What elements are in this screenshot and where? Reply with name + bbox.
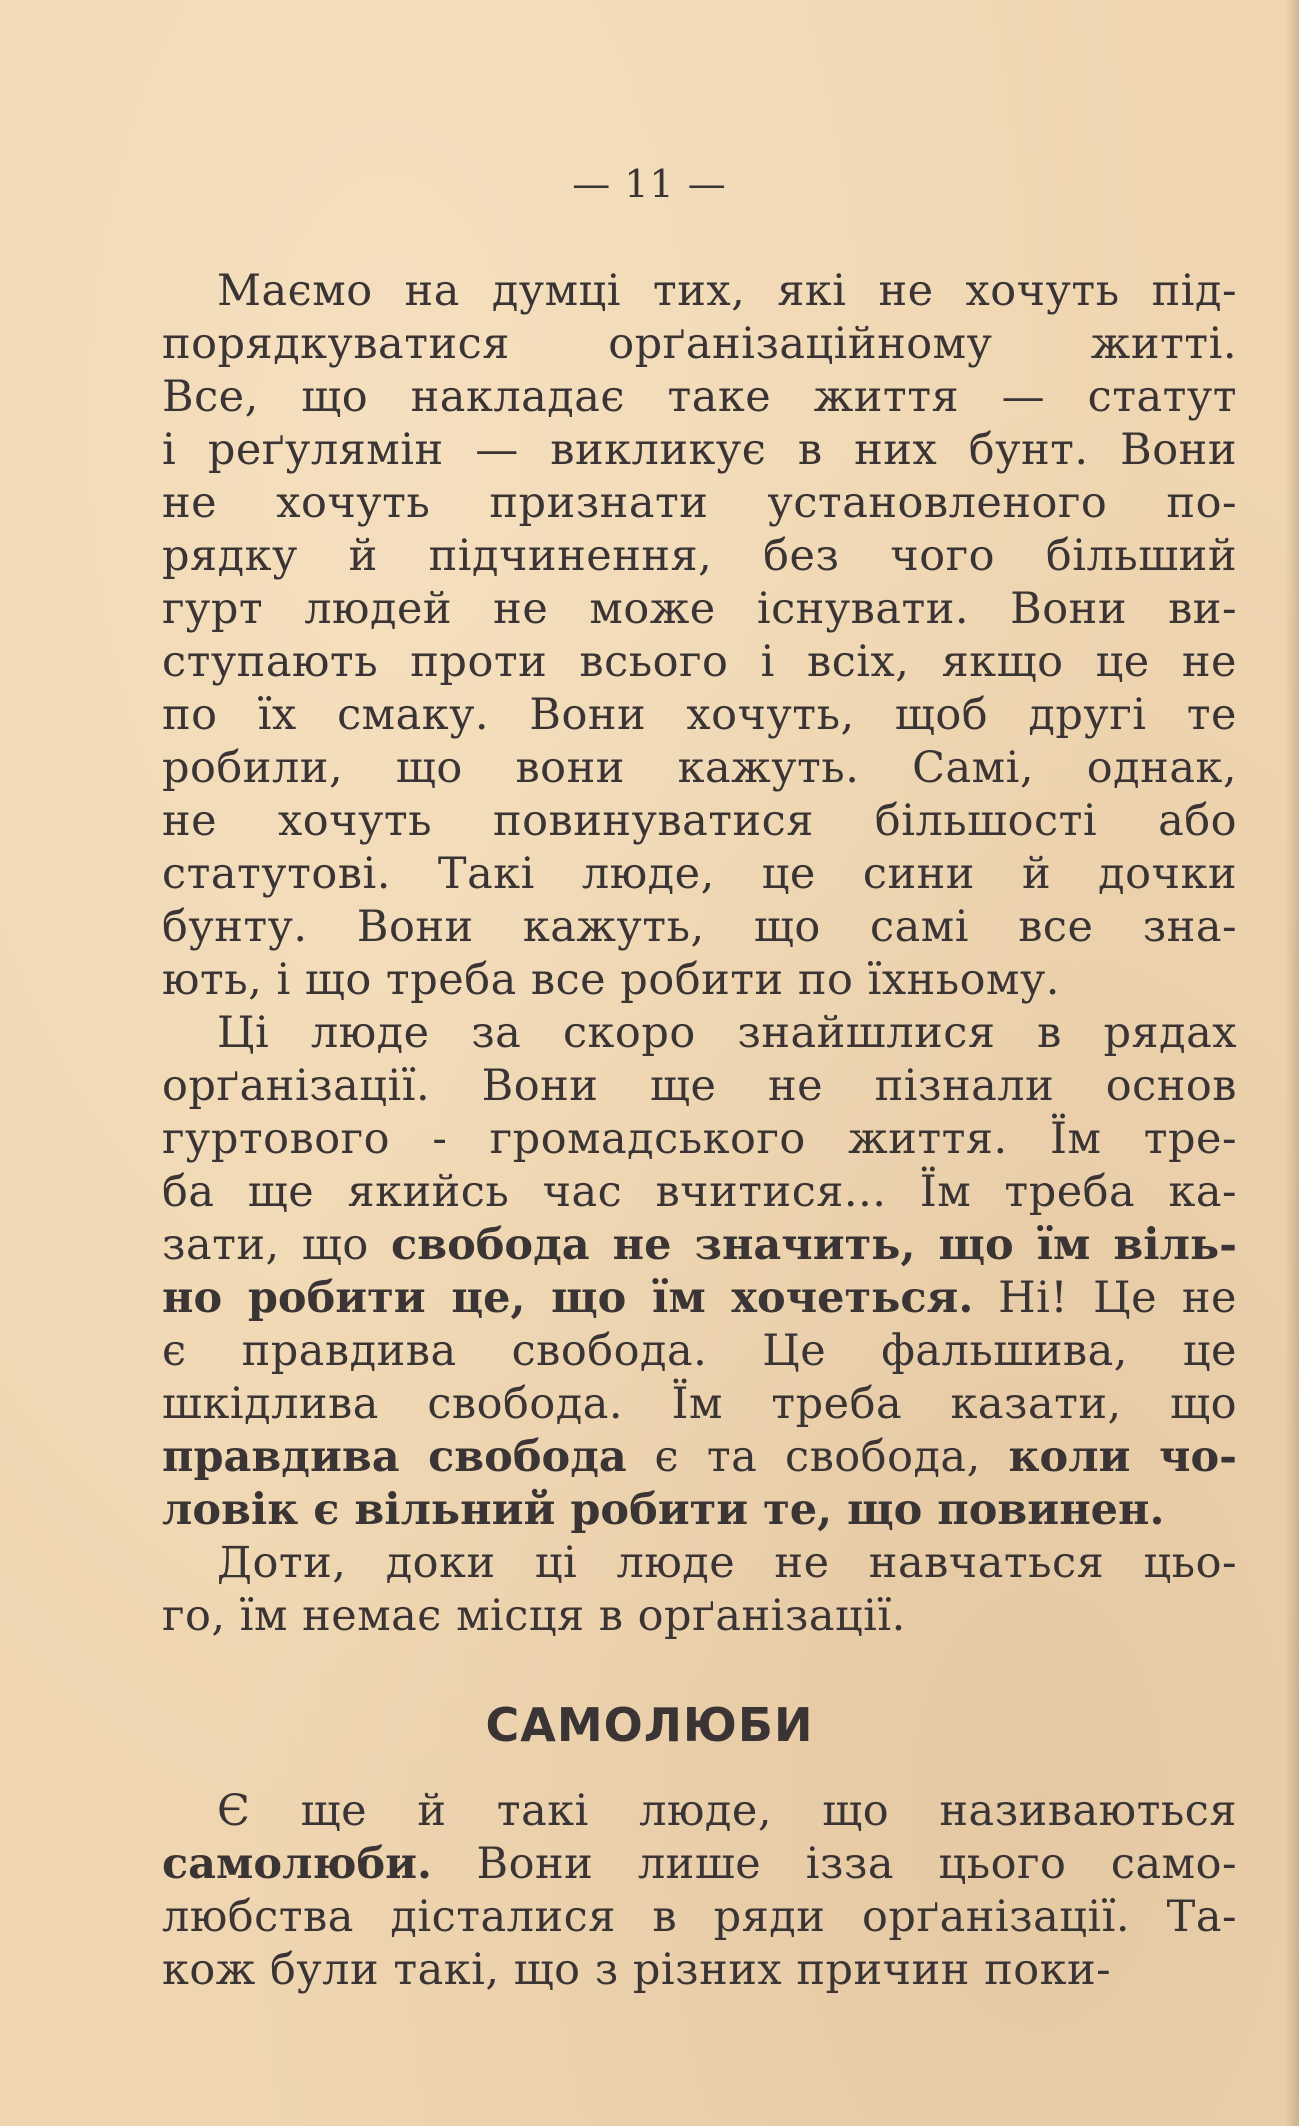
text-line xyxy=(162,1484,1237,1537)
text-line xyxy=(162,1431,1237,1484)
text-line xyxy=(162,1537,1237,1590)
text-line xyxy=(162,1891,1237,1944)
text-run: шкідлива свобода. Їм треба казати, що xyxy=(162,1379,1237,1429)
bold-text: коли чо- xyxy=(1008,1432,1237,1482)
text-run: порядкуватися орґанізаційному житті. xyxy=(162,319,1237,369)
text-run: Ні! Це не xyxy=(973,1273,1238,1323)
text-line xyxy=(162,1838,1237,1891)
text-line xyxy=(162,318,1237,371)
bold-text: свобода не значить, що їм віль- xyxy=(391,1220,1237,1270)
text-line xyxy=(162,1785,1237,1838)
text-run: не хочуть повинуватися більшості або xyxy=(162,796,1237,846)
text-line xyxy=(162,795,1237,848)
text-run: ба ще якийсь час вчитися... Їм треба ка- xyxy=(162,1167,1237,1217)
text-line xyxy=(162,1944,1237,1997)
text-run: Доти, доки ці люде не навчаться цьо- xyxy=(217,1538,1237,1588)
text-line xyxy=(162,1113,1237,1166)
text-line xyxy=(162,1272,1237,1325)
text-line xyxy=(162,954,1237,1007)
text-run: любства дісталися в ряди орґанізації. Та- xyxy=(162,1892,1237,1942)
text-run: Маємо на думці тих, які не хочуть під- xyxy=(217,266,1237,316)
text-line xyxy=(162,848,1237,901)
text-line xyxy=(162,477,1237,530)
text-line xyxy=(162,1007,1237,1060)
text-run: є правдива свобода. Це фальшива, це xyxy=(162,1326,1237,1376)
text-run: бунту. Вони кажуть, що самі все зна- xyxy=(162,902,1237,952)
page-number: — 11 — xyxy=(572,162,727,206)
bold-text: самолюби. xyxy=(162,1839,433,1889)
section-heading: САМОЛЮБИ xyxy=(485,1698,814,1752)
text-run: ють, і що треба все робити по їхньому. xyxy=(162,955,1060,1005)
bold-text: ловік є вільний робити те, що повинен. xyxy=(162,1485,1165,1535)
paragraph-doty xyxy=(162,1537,1237,1643)
text-run: гурт людей не може існувати. Вони ви- xyxy=(162,584,1237,634)
text-run: по їх смаку. Вони хочуть, щоб другі те xyxy=(162,690,1237,740)
page-edge-shadow xyxy=(1285,0,1299,2126)
bold-text: правдива свобода xyxy=(162,1432,627,1482)
text-run: зати, що xyxy=(162,1220,392,1270)
text-line xyxy=(162,424,1237,477)
paragraph-bunt xyxy=(162,265,1237,1007)
text-line xyxy=(162,1219,1237,1272)
text-run: ступають проти всього і всіх, якщо це не xyxy=(162,637,1237,687)
text-line xyxy=(162,689,1237,742)
text-line xyxy=(162,265,1237,318)
text-line xyxy=(162,1166,1237,1219)
body-text-2 xyxy=(162,1785,1237,1997)
text-line xyxy=(162,742,1237,795)
text-run: орґанізації. Вони ще не пізнали основ xyxy=(162,1061,1237,1111)
text-run: Ці люде за скоро знайшлися в рядах xyxy=(217,1008,1237,1058)
text-run: не хочуть признати установленого по- xyxy=(162,478,1237,528)
text-run: рядку й підчинення, без чого більший xyxy=(162,531,1237,581)
text-run: го, їм немає місця в орґанізації. xyxy=(162,1591,906,1641)
text-line xyxy=(162,1325,1237,1378)
text-line xyxy=(162,636,1237,689)
text-run: статутові. Такі люде, це сини й дочки xyxy=(162,849,1237,899)
text-run: гуртового - громадського життя. Їм тре- xyxy=(162,1114,1237,1164)
text-line xyxy=(162,901,1237,954)
text-run: робили, що вони кажуть. Самі, однак, xyxy=(162,743,1237,793)
text-line xyxy=(162,583,1237,636)
paragraph-svoboda xyxy=(162,1007,1237,1537)
text-line xyxy=(162,1378,1237,1431)
text-run: Все, що накладає таке життя — статут xyxy=(162,372,1237,422)
text-line xyxy=(162,1060,1237,1113)
text-run: Вони лише ізза цього само- xyxy=(432,1839,1237,1889)
text-run: Є ще й такі люде, що називаються xyxy=(217,1786,1237,1836)
bold-text: но робити це, що їм хочеться. xyxy=(162,1273,974,1323)
paragraph-samolyuby xyxy=(162,1785,1237,1997)
text-run: є та свобода, xyxy=(626,1432,1009,1482)
text-run: і реґулямін — викликує в них бунт. Вони xyxy=(162,425,1237,475)
body-text xyxy=(162,265,1237,1643)
text-line xyxy=(162,371,1237,424)
text-line xyxy=(162,1590,1237,1643)
text-line xyxy=(162,530,1237,583)
text-run: кож були такі, що з різних причин поки- xyxy=(162,1945,1112,1995)
